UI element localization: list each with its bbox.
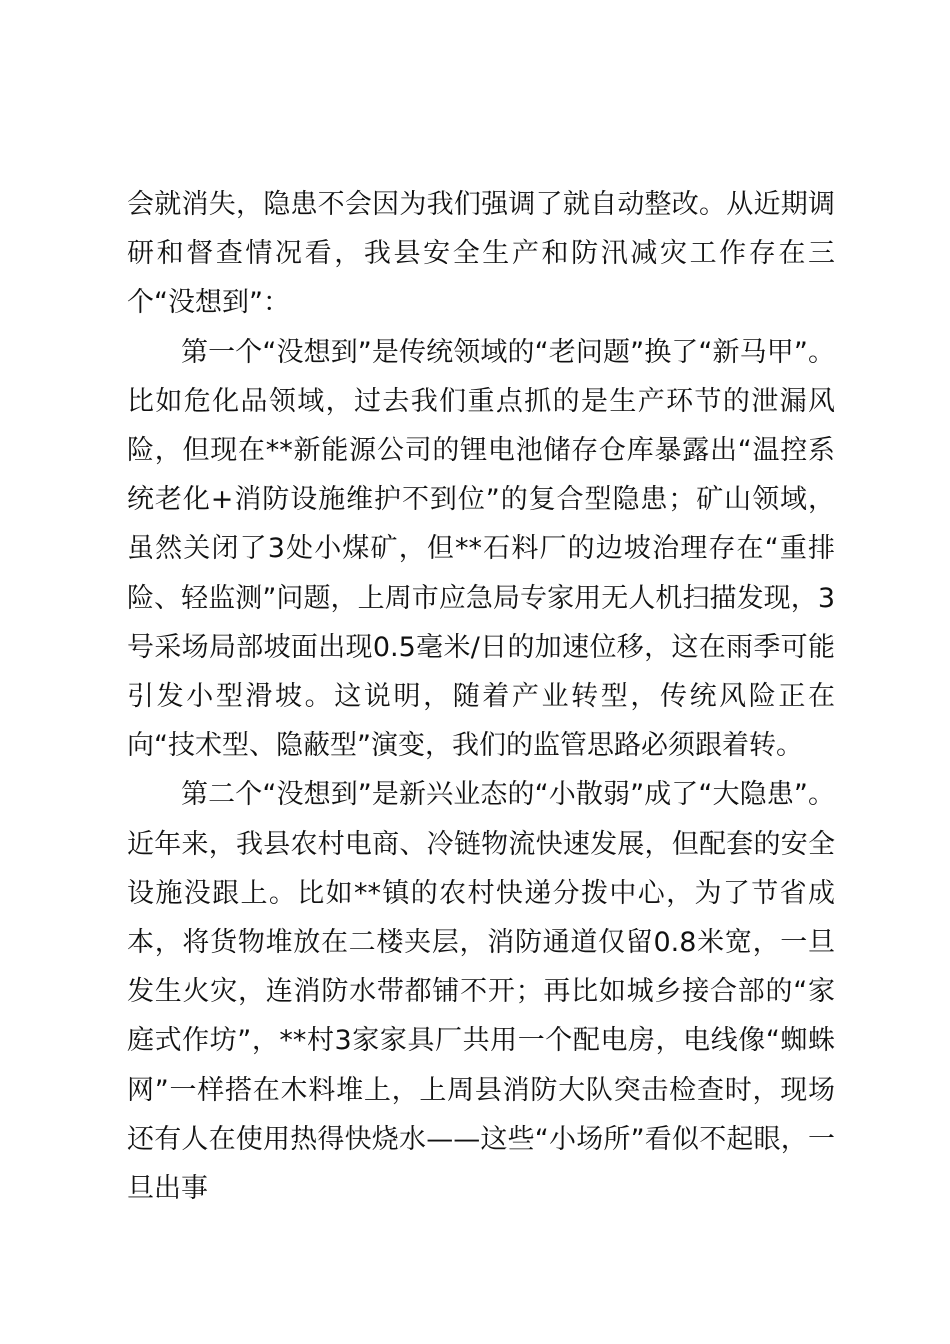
paragraph-second-unexpected: 第二个“没想到”是新兴业态的“小散弱”成了“大隐患”。近年来，我县农村电商、冷链物流快速发展，但配套的安全设施没跟上。比如**镇的农村快递分拨中心，为了节省成本，将货物堆放在二楼夹层，消防通道仅留0.8米宽，一旦发生火灾，连消防水带都铺不开；再比如城乡接合部的“家庭式作坊”，**村3家家具厂共用一个配电房，电线像“蜘蛛网”一样搭在木料堆上，上周县消防大队突击检查时，现场还有人在使用热得快烧水——这些“小场所”看似不起眼，一旦出事: [127, 779, 835, 1205]
paragraph-first-unexpected: 第一个“没想到”是传统领域的“老问题”换了“新马甲”。比如危化品领域，过去我们重点抓的是生产环节的泄漏风险，但现在**新能源公司的锂电池储存仓库暴露出“温控系统老化+消防设施维护不到位”的复合型隐患；矿山领域，虽然关闭了3处小煤矿，但**石料厂的边坡治理存在“重排险、轻监测”问题，上周市应急局专家用无人机扫描发现，3号采场局部坡面出现0.5毫米/日的加速位移，这在雨季可能引发小型滑坡。这说明，随着产业转型，传统风险正在向“技术型、隐蔽型”演变，我们的监管思路必须跟着转。: [127, 336, 835, 762]
document-body: [127, 180, 835, 1213]
paragraph-continuation: 会就消失，隐患不会因为我们强调了就自动整改。从近期调研和督查情况看，我县安全生产和防汛减灾工作存在三个“没想到”：: [127, 189, 835, 319]
